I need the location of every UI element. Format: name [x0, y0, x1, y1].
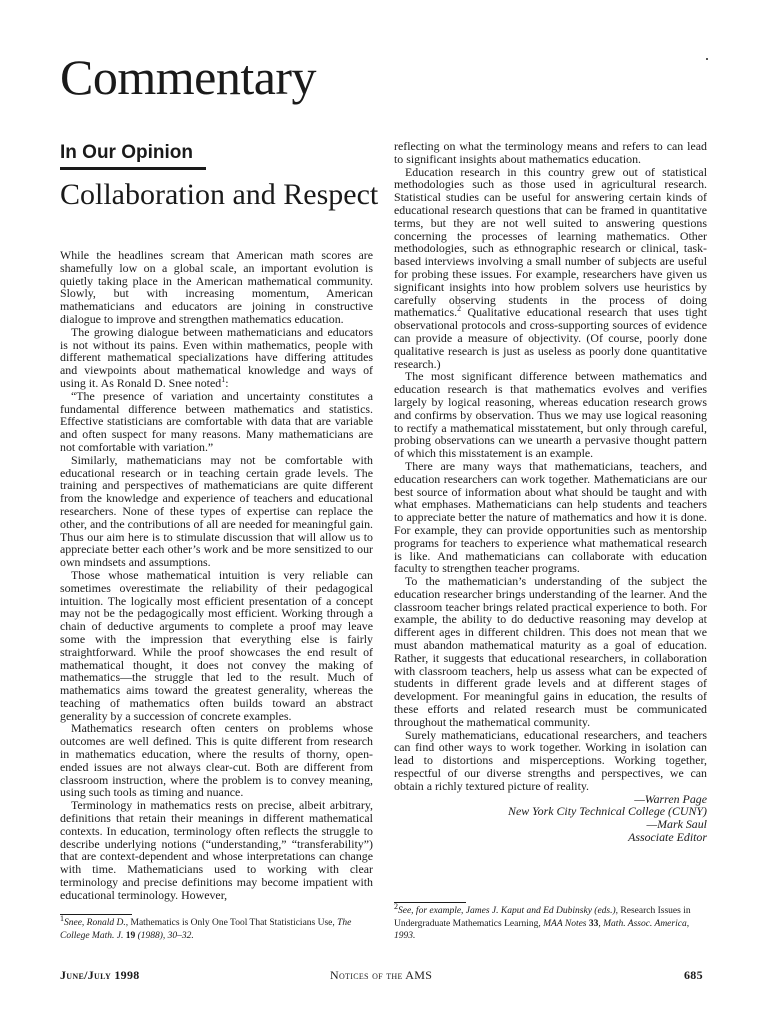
footer-date: June/July 1998 [60, 968, 140, 982]
footnote-ref[interactable]: 1 [221, 375, 226, 384]
signature-line: —Warren Page [634, 791, 707, 806]
paragraph: Mathematics research often centers on problems whose outcomes are well defined. This is quite different from research in mathematics education, where the results of thorny, open-ended issues are not always clear-cut. Both are different from classroom instruction, where the problem is to convey meaning, using such tools as timing and nuance. [60, 721, 373, 800]
footnote-ref[interactable]: 2 [457, 304, 462, 314]
footnote-rule [394, 902, 466, 903]
footer-page-number: 685 [684, 968, 703, 982]
paragraph: There are many ways that mathematicians, teachers, and education researchers can work together. Mathematicians are our best source of information about what should be taught and with what emphases. Mathematicians can help students and teachers to appreciate better the nature of mathematics and how it is done. For example, they can provide opportunities such as mentorship programs for teachers to experience what mathematical research is like. And mathematicians can collaborate with education faculty to strengthen teacher programs. [394, 458, 707, 576]
page-speck [706, 58, 708, 60]
footnote-2: $^2$See, for example, James J. Kaput and Ed Dubinsky (eds.), Research Issues in Undergraduate Mathematics Learning, MAA Notes 33, Math. Assoc. America, 1993. [394, 901, 691, 941]
quotation: “The presence of variation and uncertainty constitutes a fundamental difference between mathematics and statistics. Effective statisticians are comfortable with data that are variable and often suspect for many reasons. Many mathematicians are not comfortable with variation.” [60, 388, 373, 454]
footnote-rule [60, 914, 132, 915]
paragraph: While the headlines scream that American math scores are shamefully low on a global scale, an important evolution is quietly taking place in the American mathematical community. Slowly, but with increasing momentum, American mathematicians and educators are joining in constructive dialogue to improve and strengthen mathematics education. [60, 248, 373, 326]
paragraph: Surely mathematicians, educational researchers, and teachers can find other ways to work together. Working in isolation can lead to distortions and misperceptions. Working together, respectful of our diverse strengths and perspectives, we can obtain a richly textured picture of reality. [394, 727, 707, 793]
paragraph: The most significant difference between mathematics and education research is that mathematics evolves and verifies largely by logical reasoning, whereas education research grows and confirms by observation. Thus we may use logical reasoning to rectify a mathematical misstatement, but only through careful, probing observations can we unearth a pervasive thought pattern of which this misstatement is an example. [394, 369, 707, 461]
paragraph: To the mathematician’s understanding of the subject the education researcher brings understanding of the learner. And the classroom teacher brings related practical experience to both. For example, the ability to do deductive reasoning may develop at different ages in different children. This does not mean that we must abandon mathematical maturity as a goal of education. Rather, it suggests that educational researchers, in collaboration with classroom teachers, help us assess what can be expected of students in different grade levels and at different stages of development. For meaningful gains in education, the results of these efforts and related research must be communicated throughout the mathematical community. [394, 574, 707, 729]
paragraph: Education research in this country grew out of statistical methodologies such as those used in agricultural research. Statistical studies can be useful for answering certain kinds of educational research questions that can be framed in quantitative terms, but they are not well suited to answering questions concerning the processes of learning mathematics. Other methodologies, such as ethnographic research or clinical, task-based interviews involving a small number of subjects are useful for probing these issues. For example, researchers have given us significant insights into how problem solvers use heuristics by carefully observing students in the process of doing mathematics.$^2$ Qualitative educational research that uses tight observational protocols and cross-supporting sources of evidence can provide a measure of objectivity. (Of course, poorly done qualitative research is just as useless as poorly done quantitative research.) [394, 164, 707, 371]
article-headline: Collaboration and Respect [60, 178, 379, 211]
left-column [60, 249, 373, 902]
paragraph: Similarly, mathematicians may not be comfortable with educational research or in teaching certain grade levels. The training and perspectives of mathematicians are quite different from the knowledge and experience of teachers and educational researchers. None of these types of expertise can replace the other, and the contributions of all are needed for meaningful gain. Thus our aim here is to stimulate discussion that will allow us to appreciate better each other’s work and be more sensitized to our own mindsets and assumptions. [60, 452, 373, 570]
paragraph: Those whose mathematical intuition is very reliable can sometimes overestimate the reliability of their pedagogical intuition. The logically most efficient presentation of a concept may not be the pedagogically most efficient. Working through a chain of deductive arguments to complete a proof may leave some with the impression that everything else is fairly straightforward. While the proof showcases the end result of mathematical thought, it does not convey the making of mathematics—the struggle that led to the result. Much of mathematics aims toward the greatest generality, whereas the teaching of mathematics often builds toward an abstract generality by a succession of concrete examples. [60, 567, 373, 723]
column-kicker: In Our Opinion [60, 142, 206, 170]
right-column [394, 140, 707, 844]
signature-line: New York City Technical College (CUNY) [508, 804, 707, 819]
paragraph: Terminology in mathematics rests on precise, albeit arbitrary, definitions that retain their meanings in different mathematical contexts. In education, terminology often reflects the struggle to describe underlying notions (“understanding,” “transferability”) that are context-dependent and whose interpretations can change with time. Mathematicians used to working with clear terminology and precise definitions may become impatient with educational terminology. However, [60, 798, 373, 902]
paragraph: reflecting on what the terminology means and refers to can lead to significant insights about mathematics education. [394, 139, 707, 166]
section-title: Commentary [60, 49, 317, 105]
signature-line: —Mark Saul [646, 817, 707, 832]
signature-line: Associate Editor [628, 830, 707, 845]
footer-journal: Notices of the AMS [330, 968, 433, 982]
paragraph: The growing dialogue between mathematicians and educators is not without its pains. Even within mathematics, people with different mathematical specializations have differing attitudes and viewpoints about mathematical knowledge and ways of using it. As Ronald D. Snee noted$^1$: [60, 324, 373, 390]
footnote-1: $^1$Snee, Ronald D., Mathematics is Only One Tool That Statisticians Use, The College Math. J. 19 (1988), 30–32. [60, 913, 352, 941]
